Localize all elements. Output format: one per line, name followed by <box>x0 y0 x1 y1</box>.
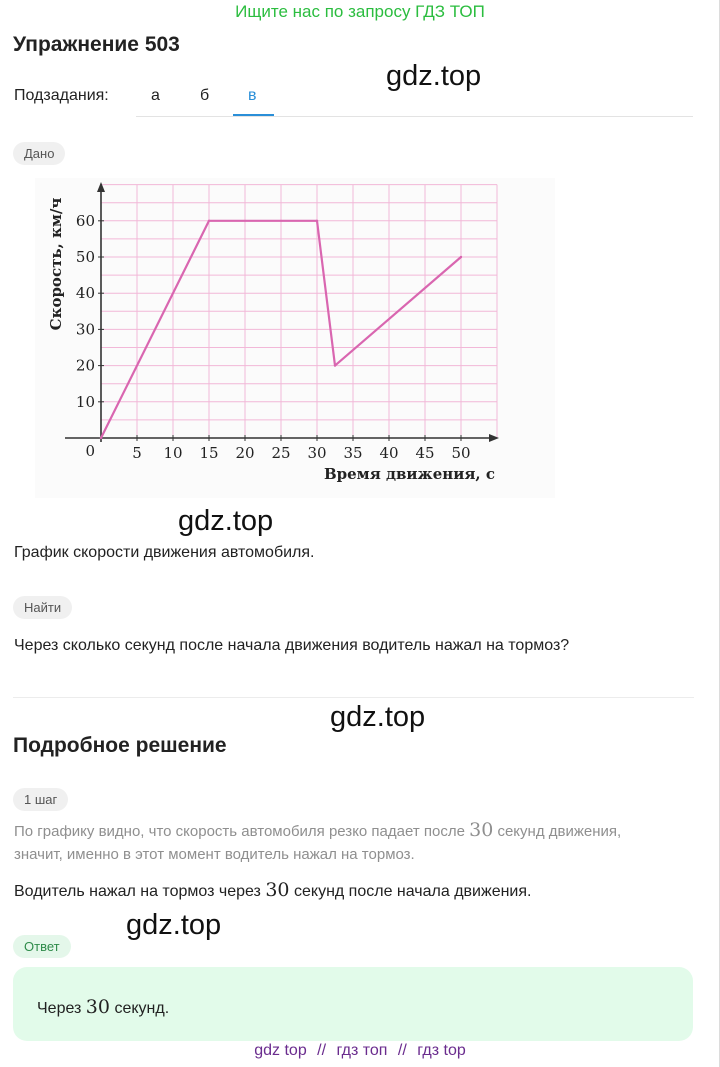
data-point <box>334 364 336 366</box>
data-point <box>316 220 318 222</box>
conclusion-text: секунд после начала движения. <box>293 883 532 900</box>
watermark: gdz.top <box>178 505 274 537</box>
section-divider <box>13 697 694 698</box>
step-badge: 1 шаг <box>13 788 68 811</box>
y-tick-label: 30 <box>75 320 95 339</box>
exercise-title: Упражнение 503 <box>13 33 180 56</box>
chart-background <box>35 178 555 498</box>
given-badge: Дано <box>13 142 65 165</box>
x-tick-label: 30 <box>307 444 327 462</box>
speed-chart <box>35 178 555 498</box>
footer-link[interactable]: гдз top <box>417 1042 466 1059</box>
step-text: По графику видно, что скорость автомобиля резко падает после <box>14 823 465 840</box>
step-text: значит, именно в этот момент водитель нажал на тормоз. <box>14 846 415 863</box>
y-tick-label: 50 <box>75 248 95 266</box>
x-tick-label: 25 <box>271 444 291 462</box>
subtask-tab-b[interactable]: б <box>200 87 210 104</box>
subtasks-label: Подзадания: <box>14 87 109 104</box>
y-tick-label: 10 <box>75 392 95 411</box>
x-tick-label: 15 <box>199 444 219 462</box>
y-tick-label: 20 <box>75 356 95 375</box>
step-number: 30 <box>469 819 494 841</box>
watermark: gdz.top <box>126 909 222 941</box>
search-banner: Ищите нас по запросу ГДЗ ТОП <box>235 2 485 21</box>
x-tick-label: 10 <box>163 444 183 462</box>
watermark: gdz.top <box>386 60 482 92</box>
conclusion-text: Водитель нажал на тормоз через <box>14 883 261 900</box>
answer-badge: Ответ <box>13 935 71 958</box>
footer-link[interactable]: гдз топ <box>336 1042 388 1059</box>
answer-number: 30 <box>85 996 110 1018</box>
footer-links <box>0 1042 720 1060</box>
solution-title: Подробное решение <box>13 734 227 757</box>
data-point <box>208 220 210 222</box>
given-caption: График скорости движения автомобиля. <box>14 544 315 561</box>
origin-label: 0 <box>85 442 95 460</box>
find-question: Через сколько секунд после начала движения водитель нажал на тормоз? <box>14 637 570 654</box>
x-tick-label: 5 <box>132 444 142 462</box>
data-point <box>100 437 102 439</box>
watermark: gdz.top <box>330 701 426 733</box>
footer-link[interactable]: gdz top <box>254 1042 307 1059</box>
x-tick-label: 20 <box>235 444 255 462</box>
x-tick-label: 45 <box>415 444 435 462</box>
step-explanation <box>14 819 704 866</box>
answer-text-part: Через <box>37 1000 82 1017</box>
data-point <box>460 256 462 258</box>
conclusion-number: 30 <box>265 879 290 901</box>
y-tick-label: 60 <box>75 211 95 230</box>
footer-separator: // <box>397 1042 407 1059</box>
tabs-divider <box>136 116 693 117</box>
answer-text <box>37 996 169 1018</box>
footer-separator: // <box>317 1042 327 1059</box>
subtask-tab-a[interactable]: а <box>151 87 160 104</box>
x-tick-label: 40 <box>379 444 399 462</box>
active-tab-indicator <box>233 114 274 116</box>
y-tick-label: 40 <box>75 284 95 303</box>
x-tick-label: 35 <box>343 444 363 462</box>
conclusion <box>14 879 531 901</box>
chart-xlabel: Время движения, с <box>323 465 495 483</box>
find-badge: Найти <box>13 596 72 619</box>
answer-text-part: секунд. <box>114 1000 170 1017</box>
x-tick-label: 50 <box>451 444 471 462</box>
step-text: секунд движения, <box>497 823 622 840</box>
subtask-tab-v[interactable]: в <box>248 87 257 104</box>
chart-ylabel: Скорость, км/ч <box>47 197 65 331</box>
